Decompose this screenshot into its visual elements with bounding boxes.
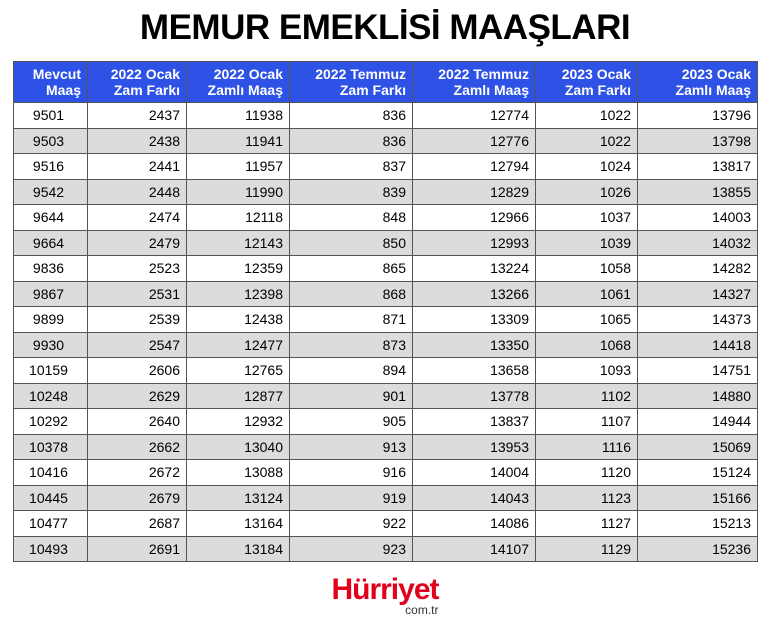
table-cell: 1022 [536, 128, 638, 154]
table-cell: 12765 [187, 358, 290, 384]
table-cell: 836 [290, 128, 413, 154]
table-cell: 2606 [88, 358, 187, 384]
table-cell: 14880 [638, 383, 758, 409]
column-header: Mevcut Maaş [14, 62, 88, 103]
table-row [14, 383, 758, 409]
table-cell: 15069 [638, 434, 758, 460]
table-body [14, 103, 758, 562]
table-cell: 871 [290, 307, 413, 333]
table-cell: 13658 [413, 358, 536, 384]
table-cell: 1093 [536, 358, 638, 384]
table-cell: 1061 [536, 281, 638, 307]
table-cell: 9899 [14, 307, 88, 333]
table-cell: 873 [290, 332, 413, 358]
table-cell: 1065 [536, 307, 638, 333]
table-cell: 12438 [187, 307, 290, 333]
table-cell: 9664 [14, 230, 88, 256]
table-cell: 1068 [536, 332, 638, 358]
table-cell: 14282 [638, 256, 758, 282]
table-cell: 13350 [413, 332, 536, 358]
table-row [14, 460, 758, 486]
table-cell: 13124 [187, 485, 290, 511]
table-cell: 15213 [638, 511, 758, 537]
table-cell: 10445 [14, 485, 88, 511]
table-cell: 839 [290, 179, 413, 205]
table-cell: 13309 [413, 307, 536, 333]
table-cell: 2672 [88, 460, 187, 486]
table-cell: 13855 [638, 179, 758, 205]
table-row [14, 332, 758, 358]
table-cell: 9836 [14, 256, 88, 282]
table-cell: 1058 [536, 256, 638, 282]
table-cell: 10159 [14, 358, 88, 384]
table-cell: 2539 [88, 307, 187, 333]
column-header: 2022 Temmuz Zamlı Maaş [413, 62, 536, 103]
table-cell: 14418 [638, 332, 758, 358]
table-cell: 10493 [14, 536, 88, 562]
table-row [14, 230, 758, 256]
table-cell: 10292 [14, 409, 88, 435]
table-cell: 12829 [413, 179, 536, 205]
table-cell: 1123 [536, 485, 638, 511]
table-cell: 9503 [14, 128, 88, 154]
table-cell: 12993 [413, 230, 536, 256]
table-cell: 13224 [413, 256, 536, 282]
table-cell: 13266 [413, 281, 536, 307]
table-row [14, 307, 758, 333]
table-cell: 2474 [88, 205, 187, 231]
table-cell: 9516 [14, 154, 88, 180]
table-cell: 12966 [413, 205, 536, 231]
table-cell: 14751 [638, 358, 758, 384]
table-cell: 2438 [88, 128, 187, 154]
table-cell: 901 [290, 383, 413, 409]
column-header: 2022 Ocak Zam Farkı [88, 62, 187, 103]
table-row [14, 103, 758, 129]
table-cell: 894 [290, 358, 413, 384]
table-cell: 2547 [88, 332, 187, 358]
table-cell: 1107 [536, 409, 638, 435]
table-cell: 13837 [413, 409, 536, 435]
table-cell: 13164 [187, 511, 290, 537]
table-cell: 14032 [638, 230, 758, 256]
table-cell: 10378 [14, 434, 88, 460]
table-cell: 922 [290, 511, 413, 537]
table-cell: 9542 [14, 179, 88, 205]
table-row [14, 205, 758, 231]
table-cell: 12143 [187, 230, 290, 256]
table-row [14, 154, 758, 180]
table-cell: 13953 [413, 434, 536, 460]
table-cell: 1037 [536, 205, 638, 231]
table-cell: 1120 [536, 460, 638, 486]
table-cell: 2441 [88, 154, 187, 180]
table-cell: 10248 [14, 383, 88, 409]
table-cell: 13796 [638, 103, 758, 129]
table-cell: 11990 [187, 179, 290, 205]
table-cell: 13184 [187, 536, 290, 562]
table-cell: 12398 [187, 281, 290, 307]
table-cell: 12877 [187, 383, 290, 409]
column-header: 2022 Temmuz Zam Farkı [290, 62, 413, 103]
table-cell: 2687 [88, 511, 187, 537]
hurriyet-logo [0, 573, 770, 617]
table-cell: 12776 [413, 128, 536, 154]
table-row [14, 511, 758, 537]
table-cell: 12794 [413, 154, 536, 180]
table-row [14, 358, 758, 384]
table-cell: 9867 [14, 281, 88, 307]
table-cell: 10477 [14, 511, 88, 537]
table-cell: 9644 [14, 205, 88, 231]
table-cell: 2629 [88, 383, 187, 409]
column-header: 2023 Ocak Zam Farkı [536, 62, 638, 103]
table-cell: 1022 [536, 103, 638, 129]
table-row [14, 409, 758, 435]
table-cell: 13088 [187, 460, 290, 486]
table-cell: 14004 [413, 460, 536, 486]
table-cell: 837 [290, 154, 413, 180]
table-cell: 1127 [536, 511, 638, 537]
table-cell: 13798 [638, 128, 758, 154]
table-cell: 865 [290, 256, 413, 282]
table-cell: 12359 [187, 256, 290, 282]
table-cell: 919 [290, 485, 413, 511]
table-cell: 2691 [88, 536, 187, 562]
page-title: MEMUR EMEKLİSİ MAAŞLARI [139, 8, 631, 47]
table-cell: 2479 [88, 230, 187, 256]
table-cell: 1024 [536, 154, 638, 180]
table-cell: 12774 [413, 103, 536, 129]
table-cell: 836 [290, 103, 413, 129]
table-cell: 1116 [536, 434, 638, 460]
table-cell: 2679 [88, 485, 187, 511]
table-cell: 14107 [413, 536, 536, 562]
table-cell: 12118 [187, 205, 290, 231]
table-cell: 12477 [187, 332, 290, 358]
table-cell: 12932 [187, 409, 290, 435]
table-cell: 11938 [187, 103, 290, 129]
table-cell: 15124 [638, 460, 758, 486]
table-row [14, 179, 758, 205]
table-cell: 923 [290, 536, 413, 562]
table-cell: 13778 [413, 383, 536, 409]
table-cell: 2531 [88, 281, 187, 307]
table-cell: 1129 [536, 536, 638, 562]
table-header-row [14, 62, 758, 103]
table-cell: 14086 [413, 511, 536, 537]
table-cell: 9501 [14, 103, 88, 129]
table-cell: 2437 [88, 103, 187, 129]
table-cell: 1102 [536, 383, 638, 409]
table-cell: 14373 [638, 307, 758, 333]
table-cell: 14944 [638, 409, 758, 435]
table-cell: 2640 [88, 409, 187, 435]
table-row [14, 434, 758, 460]
table-cell: 10416 [14, 460, 88, 486]
table-cell: 11941 [187, 128, 290, 154]
table-cell: 15236 [638, 536, 758, 562]
table-cell: 868 [290, 281, 413, 307]
column-header: 2022 Ocak Zamlı Maaş [187, 62, 290, 103]
logo-wordmark: Hürriyet [331, 573, 439, 606]
table-cell: 11957 [187, 154, 290, 180]
table-row [14, 536, 758, 562]
table-cell: 905 [290, 409, 413, 435]
table-cell: 1026 [536, 179, 638, 205]
table-cell: 916 [290, 460, 413, 486]
table-cell: 14003 [638, 205, 758, 231]
column-header: 2023 Ocak Zamlı Maaş [638, 62, 758, 103]
table-cell: 2662 [88, 434, 187, 460]
table-row [14, 256, 758, 282]
table-cell: 15166 [638, 485, 758, 511]
table-cell: 2448 [88, 179, 187, 205]
table-cell: 13040 [187, 434, 290, 460]
table-cell: 9930 [14, 332, 88, 358]
table-cell: 850 [290, 230, 413, 256]
table-cell: 14327 [638, 281, 758, 307]
table-cell: 14043 [413, 485, 536, 511]
table-cell: 848 [290, 205, 413, 231]
table-row [14, 128, 758, 154]
table-row [14, 485, 758, 511]
salary-table [13, 61, 758, 562]
logo-domain: com.tr [405, 603, 439, 617]
table-cell: 1039 [536, 230, 638, 256]
table-cell: 2523 [88, 256, 187, 282]
table-cell: 13817 [638, 154, 758, 180]
table-row [14, 281, 758, 307]
table-cell: 913 [290, 434, 413, 460]
